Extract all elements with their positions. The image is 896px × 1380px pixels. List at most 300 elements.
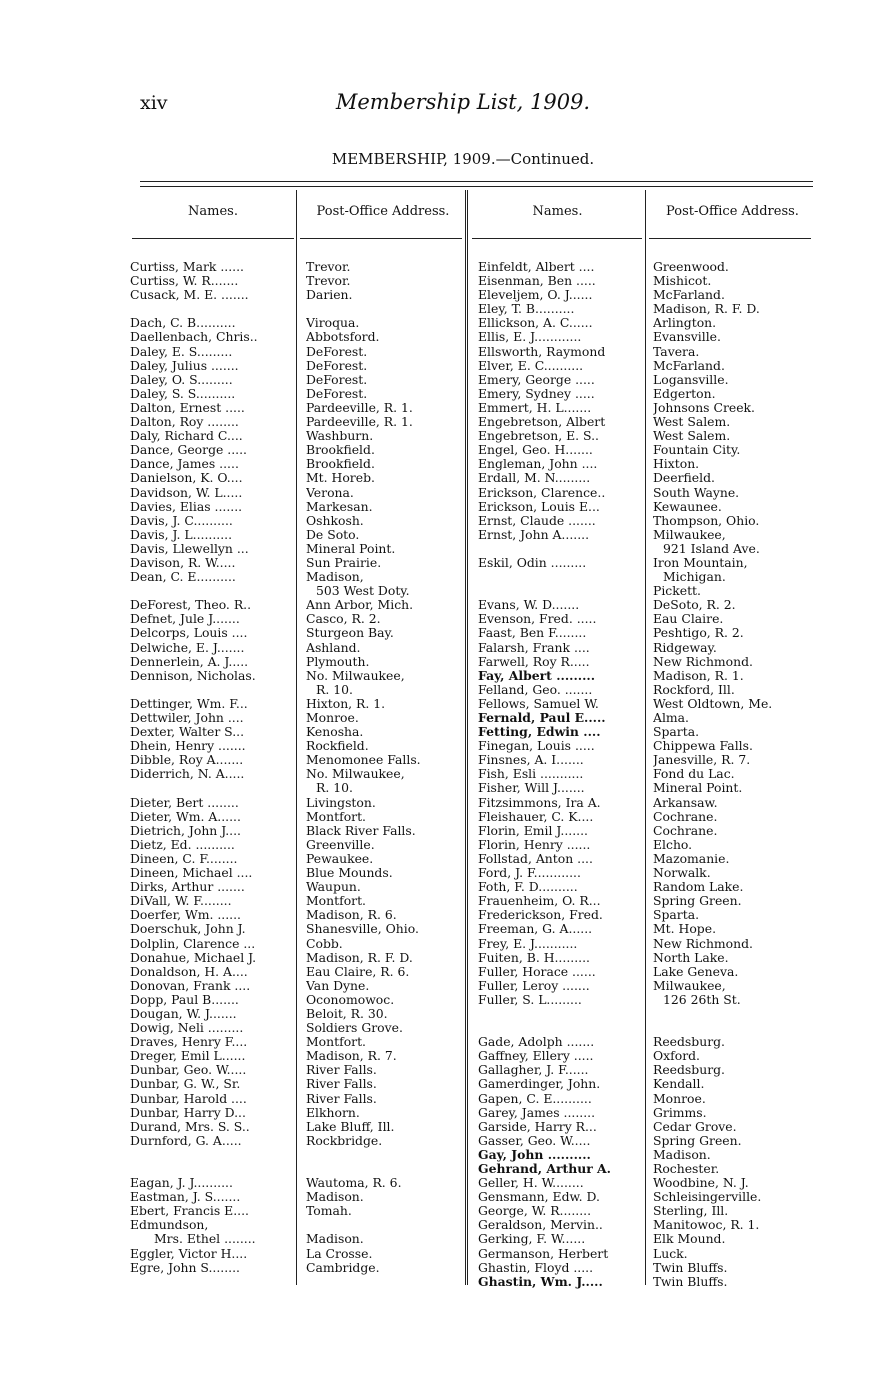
- top-rule-2: [140, 186, 813, 187]
- member-name-entry: Dopp, Paul B.......: [130, 992, 239, 1007]
- address-entry: Luck.: [653, 1246, 688, 1261]
- address-entry: Montfort.: [306, 1035, 366, 1050]
- member-name-entry: [130, 1162, 296, 1176]
- address-entry: Monroe.: [653, 1091, 706, 1106]
- address-entry: Sterling, Ill.: [653, 1204, 729, 1219]
- address-entry: McFarland.: [653, 288, 725, 303]
- member-name-entry: [130, 781, 296, 795]
- member-name-entry: Gapen, C. E..........: [478, 1091, 592, 1106]
- address-entry: Elkhorn.: [306, 1105, 360, 1120]
- address-entry: Manitowoc, R. 1.: [653, 1218, 760, 1233]
- member-name-entry: Elver, E. C..........: [478, 358, 584, 373]
- member-name-entry: Engebretson, Albert: [478, 415, 606, 430]
- member-name-entry: Dreger, Emil L......: [130, 1049, 246, 1064]
- address-entry: Spring Green.: [653, 1133, 742, 1148]
- member-name-entry: Foth, F. D..........: [478, 880, 578, 895]
- member-name-entry: Ghastin, Wm. J.....: [478, 1274, 603, 1289]
- address-entry: Arlington.: [653, 316, 717, 331]
- address-entry: Van Dyne.: [306, 978, 370, 993]
- left-addresses-column: [306, 260, 464, 1275]
- address-entry: 503 West Doty.: [316, 584, 410, 599]
- member-name-entry: Daley, O. S.........: [130, 372, 233, 387]
- member-name-entry: Erickson, Clarence..: [478, 485, 606, 500]
- address-entry: Brookfield.: [306, 443, 375, 458]
- header-rule: [132, 238, 294, 239]
- address-entry: Rockbridge.: [306, 1133, 383, 1148]
- address-entry: Mazomanie.: [653, 851, 730, 866]
- member-name-entry: Dieter, Bert ........: [130, 795, 239, 810]
- member-name-entry: Fay, Albert .........: [478, 668, 596, 683]
- address-entry: Ashland.: [306, 640, 361, 655]
- address-entry: Janesville, R. 7.: [653, 753, 751, 768]
- address-entry: Madison.: [653, 1147, 711, 1162]
- address-entry: Tomah.: [306, 1204, 352, 1219]
- address-entry: [653, 1007, 818, 1021]
- member-name-entry: Fish, Esli ...........: [478, 767, 584, 782]
- right-names-column: [478, 260, 644, 1289]
- address-entry: Sturgeon Bay.: [306, 626, 394, 641]
- address-header-left: Post-Office Address.: [316, 204, 450, 219]
- address-entry: River Falls.: [306, 1091, 377, 1106]
- member-name-entry: Gallagher, J. F......: [478, 1063, 589, 1078]
- member-name-entry: Egre, John S........: [130, 1260, 240, 1275]
- center-divider: [465, 190, 468, 1285]
- address-entry: DeSoto, R. 2.: [653, 598, 736, 613]
- member-name-entry: Eskil, Odin .........: [478, 555, 587, 570]
- member-name-entry: Eisenman, Ben .....: [478, 274, 596, 289]
- member-name-entry: Gamerdinger, John.: [478, 1077, 601, 1092]
- member-name-entry: Gade, Adolph .......: [478, 1035, 595, 1050]
- column-divider: [296, 190, 297, 1285]
- member-name-entry: Ford, J. F............: [478, 866, 581, 881]
- address-entry: Eau Claire, R. 6.: [306, 964, 410, 979]
- address-entry: Plymouth.: [306, 654, 370, 669]
- header-rule: [300, 238, 462, 239]
- member-name-entry: Erdall, M. N.........: [478, 471, 591, 486]
- address-entry: Verona.: [306, 485, 354, 500]
- address-entry: Casco, R. 2.: [306, 612, 381, 627]
- member-name-entry: Dietz, Ed. ..........: [130, 837, 235, 852]
- address-entry: Grimms.: [653, 1105, 707, 1120]
- member-name-entry: Florin, Henry ......: [478, 837, 591, 852]
- member-name-entry: Fitzsimmons, Ira A.: [478, 795, 601, 810]
- member-name-entry: Donaldson, H. A....: [130, 964, 248, 979]
- member-name-entry: [478, 1007, 644, 1021]
- member-name-entry: [130, 1148, 296, 1162]
- address-entry: Markesan.: [306, 499, 373, 514]
- address-entry: Pardeeville, R. 1.: [306, 415, 413, 430]
- member-name-entry: Dieter, Wm. A......: [130, 809, 241, 824]
- member-name-entry: Daly, Richard C....: [130, 429, 243, 444]
- address-entry: Rockfield.: [306, 739, 369, 754]
- address-entry: Viroqua.: [306, 316, 360, 331]
- member-name-entry: Felland, Geo. .......: [478, 682, 593, 697]
- member-name-entry: Dexter, Walter S...: [130, 725, 245, 740]
- address-entry: [306, 1218, 464, 1232]
- member-name-entry: Eleveljem, O. J......: [478, 288, 593, 303]
- member-name-entry: Doerschuk, John J.: [130, 922, 246, 937]
- member-name-entry: Delwiche, E. J.......: [130, 640, 245, 655]
- member-name-entry: Ellickson, A. C......: [478, 316, 593, 331]
- address-entry: Pewaukee.: [306, 851, 374, 866]
- page-number: xiv: [140, 92, 168, 114]
- member-name-entry: [478, 1021, 644, 1035]
- member-name-entry: Daley, E. S.........: [130, 344, 233, 359]
- address-entry: Thompson, Ohio.: [653, 513, 760, 528]
- address-entry: Milwaukee,: [653, 978, 726, 993]
- address-entry: Edgerton.: [653, 386, 716, 401]
- member-name-entry: Einfeldt, Albert ....: [478, 260, 595, 274]
- member-name-entry: Dettwiler, John ....: [130, 711, 244, 725]
- member-name-entry: Dennerlein, A. J.....: [130, 654, 249, 669]
- address-entry: Spring Green.: [653, 894, 742, 909]
- address-entry: Madison, R. 6.: [306, 908, 397, 923]
- member-name-entry: Mrs. Ethel ........: [154, 1232, 256, 1247]
- address-entry: Kewaunee.: [653, 499, 722, 514]
- member-name-entry: Eastman, J. S.......: [130, 1190, 241, 1205]
- address-entry: Tavera.: [653, 344, 700, 359]
- member-name-entry: Garside, Harry R...: [478, 1119, 597, 1134]
- member-name-entry: [130, 683, 296, 697]
- member-name-entry: Fisher, Will J.......: [478, 781, 585, 796]
- member-name-entry: Dalton, Ernest .....: [130, 400, 245, 415]
- right-addresses-column: [653, 260, 818, 1289]
- member-name-entry: Donahue, Michael J.: [130, 950, 257, 965]
- member-name-entry: Davis, J. L..........: [130, 527, 233, 542]
- address-entry: Trevor.: [306, 260, 351, 274]
- address-entry: Reedsburg.: [653, 1063, 725, 1078]
- member-name-entry: Draves, Henry F....: [130, 1035, 248, 1050]
- member-name-entry: Follstad, Anton ....: [478, 851, 593, 866]
- membership-table: [128, 190, 818, 1289]
- address-entry: [306, 1162, 464, 1176]
- member-name-entry: Emmert, H. L.......: [478, 400, 592, 415]
- address-entry: McFarland.: [653, 358, 725, 373]
- member-name-entry: Delcorps, Louis ....: [130, 626, 248, 641]
- member-name-entry: Engebretson, E. S..: [478, 429, 599, 444]
- address-entry: Wautoma, R. 6.: [306, 1176, 402, 1191]
- address-entry: Pickett.: [653, 584, 701, 599]
- member-name-entry: Gasser, Geo. W.....: [478, 1133, 591, 1148]
- header-rule: [649, 238, 811, 239]
- address-entry: Ann Arbor, Mich.: [306, 598, 414, 613]
- member-name-entry: Dettinger, Wm. F...: [130, 696, 248, 711]
- member-name-entry: Ellis, E. J............: [478, 330, 582, 345]
- address-entry: Monroe.: [306, 711, 359, 725]
- member-name-entry: Donovan, Frank ....: [130, 978, 251, 993]
- member-name-entry: Finsnes, A. I.......: [478, 753, 584, 768]
- address-entry: La Crosse.: [306, 1246, 373, 1261]
- address-entry: R. 10.: [316, 781, 353, 796]
- address-entry: Hixton.: [653, 457, 700, 472]
- address-entry: Evansville.: [653, 330, 721, 345]
- address-entry: Michigan.: [663, 570, 726, 585]
- member-name-entry: Ebert, Francis E....: [130, 1204, 249, 1219]
- address-entry: Pardeeville, R. 1.: [306, 400, 413, 415]
- member-name-entry: [130, 584, 296, 598]
- member-name-entry: Dineen, Michael ....: [130, 866, 253, 881]
- address-entry: DeForest.: [306, 344, 368, 359]
- member-name-entry: Emery, George .....: [478, 372, 595, 387]
- member-name-entry: Davis, Llewellyn ...: [130, 541, 249, 556]
- column-divider: [645, 190, 646, 1285]
- address-header-right: Post-Office Address.: [666, 204, 799, 219]
- member-name-entry: Cusack, M. E. .......: [130, 288, 249, 303]
- member-name-entry: Engleman, John ....: [478, 457, 598, 472]
- member-name-entry: Gay, John ..........: [478, 1147, 591, 1162]
- address-entry: Milwaukee,: [653, 527, 726, 542]
- address-entry: Darien.: [306, 288, 353, 303]
- member-name-entry: Dalton, Roy ........: [130, 415, 239, 430]
- running-title: Membership List, 1909.: [335, 90, 591, 114]
- address-entry: Blue Mounds.: [306, 866, 393, 881]
- address-entry: Greenville.: [306, 837, 375, 852]
- address-entry: Cobb.: [306, 936, 343, 951]
- address-entry: Johnsons Creek.: [653, 400, 755, 415]
- member-name-entry: Gaffney, Ellery .....: [478, 1049, 594, 1064]
- member-name-entry: Erickson, Louis E...: [478, 499, 600, 514]
- member-name-entry: Danielson, K. O....: [130, 471, 243, 486]
- address-entry: [306, 302, 464, 316]
- address-entry: No. Milwaukee,: [306, 668, 405, 683]
- member-name-entry: Dougan, W. J.......: [130, 1006, 237, 1021]
- address-entry: Reedsburg.: [653, 1035, 725, 1050]
- member-name-entry: Dean, C. E..........: [130, 570, 236, 585]
- address-entry: West Oldtown, Me.: [653, 696, 773, 711]
- address-entry: Beloit, R. 30.: [306, 1006, 388, 1021]
- member-name-entry: Germanson, Herbert: [478, 1246, 609, 1261]
- address-entry: Cochrane.: [653, 823, 718, 838]
- address-entry: Madison,: [306, 570, 364, 585]
- address-entry: Black River Falls.: [306, 823, 416, 838]
- address-entry: Montfort.: [306, 809, 366, 824]
- member-name-entry: Falarsh, Frank ....: [478, 640, 590, 655]
- address-entry: Madison.: [306, 1190, 364, 1205]
- address-entry: DeForest.: [306, 358, 368, 373]
- member-name-entry: Durnford, G. A.....: [130, 1133, 242, 1148]
- member-name-entry: Davies, Elias .......: [130, 499, 243, 514]
- address-entry: Fountain City.: [653, 443, 741, 458]
- member-name-entry: Curtiss, Mark ......: [130, 260, 244, 274]
- address-entry: DeForest.: [306, 372, 368, 387]
- member-name-entry: Dibble, Roy A.......: [130, 753, 244, 768]
- member-name-entry: [130, 302, 296, 316]
- address-entry: Woodbine, N. J.: [653, 1176, 749, 1191]
- address-entry: West Salem.: [653, 429, 731, 444]
- address-entry: Shanesville, Ohio.: [306, 922, 419, 937]
- member-name-entry: Ellsworth, Raymond: [478, 344, 606, 359]
- names-header-left: Names.: [188, 204, 238, 219]
- address-entry: 126 26th St.: [663, 992, 741, 1007]
- member-name-entry: Ernst, Claude .......: [478, 513, 596, 528]
- member-name-entry: Dunbar, Geo. W.....: [130, 1063, 247, 1078]
- address-entry: New Richmond.: [653, 936, 753, 951]
- member-name-entry: Daellenbach, Chris..: [130, 330, 258, 345]
- member-name-entry: Florin, Emil J.......: [478, 823, 588, 838]
- address-entry: Schleisingerville.: [653, 1190, 762, 1205]
- address-entry: No. Milwaukee,: [306, 767, 405, 782]
- member-name-entry: Gehrand, Arthur A.: [478, 1162, 611, 1176]
- address-entry: Mineral Point.: [306, 541, 396, 556]
- address-entry: Oxford.: [653, 1049, 700, 1064]
- member-name-entry: Engel, Geo. H.......: [478, 443, 593, 458]
- address-entry: Chippewa Falls.: [653, 739, 753, 754]
- member-name-entry: Dunbar, Harry D...: [130, 1105, 246, 1120]
- address-entry: Oshkosh.: [306, 513, 364, 528]
- address-entry: Random Lake.: [653, 880, 744, 895]
- member-name-entry: Dhein, Henry .......: [130, 739, 246, 754]
- member-name-entry: Geller, H. W........: [478, 1176, 584, 1191]
- left-names-column: [130, 260, 296, 1275]
- member-name-entry: Diderrich, N. A.....: [130, 767, 245, 782]
- member-name-entry: Farwell, Roy R.....: [478, 654, 590, 669]
- address-entry: Twin Bluffs.: [653, 1274, 728, 1289]
- address-entry: Rochester.: [653, 1162, 720, 1176]
- member-name-entry: George, W. R........: [478, 1204, 592, 1219]
- address-entry: R. 10.: [316, 682, 353, 697]
- header-rule: [472, 238, 642, 239]
- member-name-entry: Eggler, Victor H....: [130, 1246, 248, 1261]
- member-name-entry: Daley, Julius .......: [130, 358, 239, 373]
- address-entry: Brookfield.: [306, 457, 375, 472]
- address-entry: Madison.: [306, 1232, 364, 1247]
- address-entry: Ridgeway.: [653, 640, 717, 655]
- address-entry: Lake Geneva.: [653, 964, 739, 979]
- member-name-entry: Dennison, Nicholas.: [130, 668, 256, 683]
- address-entry: Twin Bluffs.: [653, 1260, 728, 1275]
- member-name-entry: Gerking, F. W......: [478, 1232, 586, 1247]
- member-name-entry: Dach, C. B..........: [130, 316, 236, 331]
- address-entry: Rockford, Ill.: [653, 682, 735, 697]
- member-name-entry: [478, 570, 644, 584]
- section-title: MEMBERSHIP, 1909.—Continued.: [331, 150, 595, 168]
- address-entry: Mt. Hope.: [653, 922, 717, 937]
- member-name-entry: Gensmann, Edw. D.: [478, 1190, 600, 1205]
- member-name-entry: Fellows, Samuel W.: [478, 696, 599, 711]
- address-entry: Soldiers Grove.: [306, 1021, 403, 1036]
- member-name-entry: Fernald, Paul E.....: [478, 711, 606, 725]
- member-name-entry: Davidson, W. L.....: [130, 485, 243, 500]
- address-entry: Trevor.: [306, 274, 351, 289]
- address-entry: Lake Bluff, Ill.: [306, 1119, 395, 1134]
- address-entry: Sparta.: [653, 908, 700, 923]
- member-name-entry: Daley, S. S..........: [130, 386, 236, 401]
- member-name-entry: Dance, James .....: [130, 457, 239, 472]
- member-name-entry: Ernst, John A.......: [478, 527, 590, 542]
- member-name-entry: Dunbar, Harold ....: [130, 1091, 247, 1106]
- member-name-entry: Davison, R. W.....: [130, 555, 236, 570]
- address-entry: DeForest.: [306, 386, 368, 401]
- member-name-entry: Eagan, J. J..........: [130, 1176, 233, 1191]
- address-entry: Sun Prairie.: [306, 555, 382, 570]
- member-name-entry: Evans, W. D.......: [478, 598, 580, 613]
- member-name-entry: Evenson, Fred. .....: [478, 612, 597, 627]
- member-name-entry: Frauenheim, O. R...: [478, 894, 601, 909]
- address-entry: Iron Mountain,: [653, 555, 748, 570]
- member-name-entry: Dineen, C. F........: [130, 851, 238, 866]
- member-name-entry: Edmundson,: [130, 1218, 209, 1233]
- address-entry: Kendall.: [653, 1077, 705, 1092]
- address-entry: Mt. Horeb.: [306, 471, 375, 486]
- address-entry: Elk Mound.: [653, 1232, 726, 1247]
- member-name-entry: Faast, Ben F........: [478, 626, 587, 641]
- member-name-entry: Fleishauer, C. K....: [478, 809, 594, 824]
- member-name-entry: Eley, T. B..........: [478, 302, 575, 317]
- member-name-entry: Finegan, Louis .....: [478, 739, 595, 754]
- address-entry: Fond du Lac.: [653, 767, 735, 782]
- member-name-entry: Davis, J. C..........: [130, 513, 233, 528]
- address-entry: Alma.: [653, 711, 689, 725]
- address-entry: Greenwood.: [653, 260, 729, 274]
- address-entry: Arkansaw.: [653, 795, 718, 810]
- member-name-entry: Dance, George .....: [130, 443, 247, 458]
- member-name-entry: Fuiten, B. H.........: [478, 950, 590, 965]
- member-name-entry: DeForest, Theo. R..: [130, 598, 252, 613]
- address-entry: Madison, R. 7.: [306, 1049, 397, 1064]
- member-name-entry: [478, 584, 644, 598]
- address-entry: River Falls.: [306, 1063, 377, 1078]
- address-entry: [653, 1021, 818, 1035]
- address-entry: Cochrane.: [653, 809, 718, 824]
- member-name-entry: Dowig, Neli .........: [130, 1021, 244, 1036]
- address-entry: Kenosha.: [306, 725, 364, 740]
- member-name-entry: Garey, James ........: [478, 1105, 596, 1120]
- address-entry: River Falls.: [306, 1077, 377, 1092]
- member-name-entry: Frederickson, Fred.: [478, 908, 603, 923]
- address-entry: South Wayne.: [653, 485, 740, 500]
- address-entry: De Soto.: [306, 527, 360, 542]
- address-entry: Madison, R. F. D.: [653, 302, 760, 317]
- address-entry: Menomonee Falls.: [306, 753, 421, 768]
- member-name-entry: Fuller, S. L.........: [478, 992, 582, 1007]
- top-rule: [140, 181, 813, 182]
- address-entry: Hixton, R. 1.: [306, 696, 386, 711]
- names-header-right: Names.: [532, 204, 583, 219]
- address-entry: 921 Island Ave.: [663, 541, 760, 556]
- address-entry: Cambridge.: [306, 1260, 380, 1275]
- address-entry: Sparta.: [653, 725, 700, 740]
- address-entry: Washburn.: [306, 429, 374, 444]
- address-entry: New Richmond.: [653, 654, 753, 669]
- address-entry: Waupun.: [306, 880, 361, 895]
- address-entry: Logansville.: [653, 372, 729, 387]
- member-name-entry: Dolplin, Clarence ...: [130, 936, 256, 951]
- address-entry: Mineral Point.: [653, 781, 743, 796]
- member-name-entry: Fetting, Edwin ....: [478, 725, 601, 740]
- member-name-entry: Dunbar, G. W., Sr.: [130, 1077, 241, 1092]
- address-entry: Madison, R. F. D.: [306, 950, 413, 965]
- member-name-entry: Freeman, G. A......: [478, 922, 593, 937]
- address-entry: Mishicot.: [653, 274, 712, 289]
- address-entry: Abbotsford.: [306, 330, 380, 345]
- member-name-entry: Fuller, Leroy .......: [478, 978, 590, 993]
- member-name-entry: Geraldson, Mervin..: [478, 1218, 603, 1233]
- member-name-entry: Dirks, Arthur .......: [130, 880, 245, 895]
- address-entry: Elcho.: [653, 837, 693, 852]
- address-entry: Montfort.: [306, 894, 366, 909]
- member-name-entry: Defnet, Jule J.......: [130, 612, 240, 627]
- address-entry: West Salem.: [653, 415, 731, 430]
- member-name-entry: Fuller, Horace ......: [478, 964, 596, 979]
- member-name-entry: Durand, Mrs. S. S..: [130, 1119, 250, 1134]
- member-name-entry: Dietrich, John J....: [130, 823, 241, 838]
- address-entry: North Lake.: [653, 950, 729, 965]
- address-entry: Livingston.: [306, 795, 376, 810]
- address-entry: Oconomowoc.: [306, 992, 395, 1007]
- member-name-entry: Ghastin, Floyd .....: [478, 1260, 594, 1275]
- address-entry: Cedar Grove.: [653, 1119, 737, 1134]
- address-entry: Eau Claire.: [653, 612, 724, 627]
